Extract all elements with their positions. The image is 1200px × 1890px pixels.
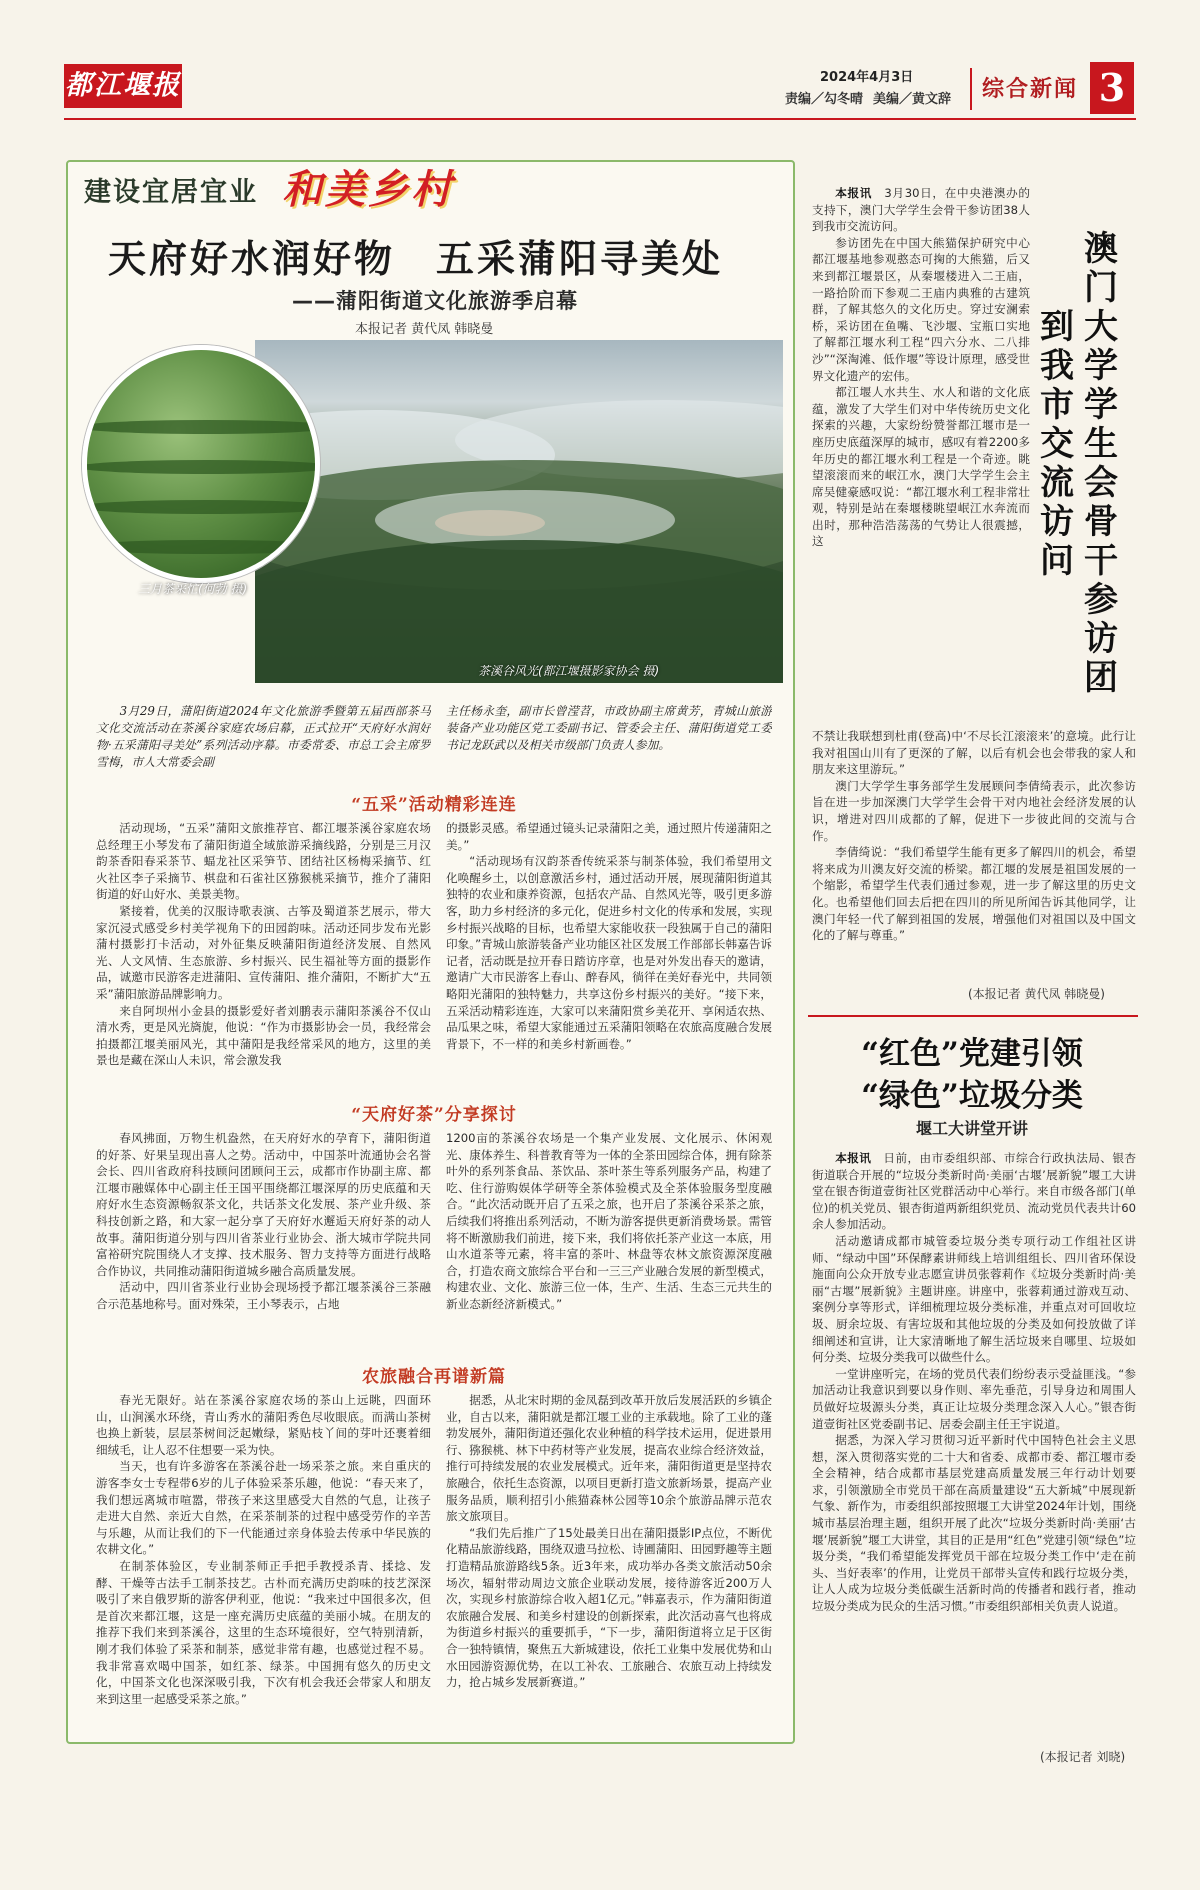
- paragraph: 都江堰人水共生、水人和谐的文化底蕴，激发了大学生们对中华传统历史文化探索的兴趣，大家纷纷赞誉都江堰市是一座历史底蕴深厚的城市，感叹有着2200多年历史的都江堰水利工程是一个奇迹。眺望滚滚而来的岷江水，澳门大学学生会主席吴健豪感叹说：“都江堰水利工程非常壮观，特别是站在秦堰楼眺望岷江水奔流而出时，那种浩浩荡荡的气势让人很震撼，这: [812, 385, 1030, 549]
- macau-col-narrow: [812, 185, 1030, 725]
- page-number: 3: [1090, 62, 1134, 114]
- banner-art-text: 和美乡村: [282, 166, 454, 213]
- paragraph: 活动邀请成都市城管委垃圾分类专项行动工作组社区讲师、“绿动中国”环保酵素讲师线上培训组组长、四川省环保设施面向公众开放专业志愿宣讲员张蓉莉作《垃圾分类新时尚·美丽“古堰”展新貌》主题讲座。讲座中，张蓉莉通过游戏互动、案例分享等形式，详细梳理垃圾分类标准，并重点对可回收垃圾、厨余垃圾、有害垃圾和其他垃圾的分类及如何投放做了详细阐述和宣讲，让大家清晰地了解生活垃圾来自哪里、垃圾如何分类、垃圾分类我可以做些什么。: [812, 1233, 1136, 1365]
- editor-2: 美编／黄文辞: [873, 92, 952, 107]
- photo-round-caption: 三月茶采忙(何勃 摄): [138, 582, 248, 596]
- editors-line: [785, 88, 961, 107]
- paragraph: 在制茶体验区，专业制茶师正手把手教授杀青、揉捻、发酵、干燥等古法手工制茶技艺。古朴而充满历史韵味的技艺深深吸引了来自俄罗斯的游客伊利亚，他说：“我来过中国很多次，但是首次来都江堰，这是一座充满历史底蕴的美丽小城。在朋友的推荐下我们来到茶溪谷，这里的生态环境很好，空气特别清新，刚才我们体验了采茶和制茶，感觉非常有趣，也感觉过程不易。我非常喜欢喝中国茶，如红茶、绿茶。中国拥有悠久的历史文化，中国茶文化也深深吸引我，下次有机会我还会带家人和朋友来到这里一起感受采茶之旅。”: [96, 1558, 431, 1706]
- paragraph: 当天，也有许多游客在茶溪谷赴一场采茶之旅。来自重庆的游客李女士专程带6岁的儿子体验采茶乐趣，他说：“春天来了，我们想远离城市喧嚣，带孩子来这里感受大自然的气息，让孩子走进大自然、亲近大自然，在采茶制茶的过程中感受劳作的辛苦与乐趣，从而让我们的下一代能通过亲身体验去传承中华民族的农耕文化。”: [96, 1459, 431, 1557]
- feature-headline: 天府好水润好物 五采蒲阳寻美处: [108, 236, 724, 281]
- macau-headline-col1: 澳门大学学生会骨干参访团: [1084, 229, 1118, 698]
- paragraph: 1200亩的茶溪谷农场是一个集产业发展、文化展示、休闲观光、康体养生、科普教育等为一体的全茶田园综合体，拥有除茶叶外的系列茶食品、茶饮品、茶叶茶生等系列服务产品，构建了吃、住行游购娱体学研等全茶体验模式及全茶体验服务型度融合。“此次活动既开启了五采之旅，也开启了茶溪谷采茶之旅，后续我们将推出系列活动，不断为游客提供更新消费场景。需管将不断激励我们前进，接下来，我们将依托茶产业这一本底，用山水道茶等元素，将丰富的茶叶、林盘等农林文旅资源深度融合，打造农商文旅综合平台和一三三产业融合发展的新型模式，构建农业、文化、旅游三位一体，生产、生活、生态三元共生的新业态新经济新模式。”: [446, 1131, 772, 1311]
- garbage-headline-line1: “红色”党建引领: [861, 1036, 1083, 1072]
- paragraph: “活动现场有汉韵茶香传统采茶与制茶体验，我们希望用文化唤醒乡土，以创意激活乡村，通过活动开展，展现蒲阳街道其独特的农业和康养资源，包括农产品、自然风光等，吸引更多游客，助力乡村经济的多元化，促进乡村文化的传承和发展，实现乡村振兴战略的目标，也希望大家能收获一段独属于自己的蒲阳印象。”青城山旅游装备产业功能区社区发展工作部部长韩嘉告诉记者，活动既是拉开春日踏访序章，也是对外发出春天的邀请，邀请广大市民游客上春山、醉春风，徜徉在美好春光中，共同领略阳光蒲阳的独特魅力，共享这份乡村振兴的美好。“接下来，五采活动精彩连连，大家可以来蒲阳赏乡美花开、享闲适农热、品瓜果之味，希望大家能通过五采蒲阳领略在农旅高度融合发展背景下，不一样的和美乡村新画卷。”: [446, 854, 772, 1051]
- paragraph-text: 日前，由市委组织部、市综合行政执法局、银杏街道联合开展的“垃圾分类新时尚·美丽‘古堰’展新貌”堰工大讲堂在银杏街道壹街社区党群活动中心举行。来自市级各部门(单位)的机关党员、银杏街道两新组织党员、流动党员代表共计60余人参加活动。: [812, 1151, 1136, 1232]
- sec1-col-left: [96, 820, 431, 1090]
- photo-valley-landscape: [255, 340, 783, 683]
- macau-signature: (本报记者 黄代凤 韩晓曼): [968, 987, 1105, 1001]
- feature-byline: 本报记者 黄代凤 韩晓曼: [355, 322, 494, 337]
- lead-paragraph-b: 主任杨永奎，副市长曾滢苕，市政协副主席黄芳，青城山旅游装备产业功能区党工委副书记、管委会主任、蒲阳街道党工委书记龙跃武以及相关市级部门负责人参加。: [446, 704, 772, 752]
- feature-subhead: ——蒲阳街道文化旅游季启幕: [292, 289, 578, 313]
- garbage-signature: (本报记者 刘晓): [1040, 1750, 1126, 1764]
- paragraph: [812, 185, 1030, 235]
- paragraph: [812, 1150, 1136, 1233]
- paragraph: 据悉，为深入学习贯彻习近平新时代中国特色社会主义思想，深入贯彻落实党的二十大和省委、成都市委、都江堰市委全会精神，结合成都市基层党建高质量发展三年行动计划要求，引领激励全市党员干部在高质量建设“五大新城”中展现新气象、新作为，市委组织部按照堰工大讲堂2024年计划，围绕城市基层治理主题，组织开展了此次“垃圾分类新时尚·美丽‘古堰’展新貌”堰工大讲堂，其目的正是用“红色”党建引领“绿色”垃圾分类，“我们希望能发挥党员干部在垃圾分类工作中‘走在前头、当好表率’的作用，让党员干部带头宣传和践行垃圾分类，让人人成为垃圾分类低碳生活新时尚的传播者和践行者，推动垃圾分类成为民众的生活习惯。”市委组织部相关负责人说道。: [812, 1433, 1136, 1614]
- header-divider: [970, 68, 972, 110]
- garbage-subtitle: 堰工大讲堂开讲: [915, 1119, 1028, 1138]
- paragraph: 参访团先在中国大熊猫保护研究中心都江堰基地参观憨态可掬的大熊猫，后又来到都江堰景区，从秦堰楼进入二王庙，一路拾阶而下参观二王庙内典雅的古建筑群，了解其悠久的文化历史。穿过安澜索桥，采访团在鱼嘴、飞沙堰、宝瓶口实地了解都江堰水利工程“四六分水、二八排沙”“深淘滩、低作堰”等设计原理，感受世界文化遗产的宏伟。: [812, 235, 1030, 383]
- header-rule: [64, 118, 1136, 120]
- sec3-col-right: [446, 1392, 772, 1730]
- garbage-headline-line2: “绿色”垃圾分类: [861, 1078, 1083, 1114]
- dateline: 本报讯: [835, 186, 873, 200]
- issue-date: 2024年4月3日: [820, 70, 914, 85]
- macau-headline-col2: 到我市交流访问: [1040, 307, 1074, 581]
- paragraph: 澳门大学学生事务部学生发展顾问李倩绮表示，此次参访旨在进一步加深澳门大学学生会骨干对内地社会经济发展的认识，增进对四川成都的了解，促进下一步彼此间的交流与合作。: [812, 778, 1136, 843]
- paragraph: 春光无限好。站在茶溪谷家庭农场的茶山上远眺，四面环山，山涧溪水环绕，青山秀水的蒲阳秀色尽收眼底。而满山茶树也换上新装，层层茶树间泛起嫩绿，紧贴枝丫间的芽叶还裹着细细绒毛，让人忍不住想要一采为快。: [96, 1393, 431, 1457]
- sec1-col-right: [446, 820, 772, 1090]
- paragraph: “我们先后推广了15处最美日出在蒲阳摄影IP点位，不断优化精品旅游线路，围绕双遗马拉松、诗圃蒲阳、田园野趣等主题打造精品旅游路线5条。近3年来，成功举办各类文旅活动50余场次，辐射带动周边文旅企业联动发展，接待游客近200万人次，实现乡村旅游综合收入超1亿元。”韩嘉表示，作为蒲阳街道农旅融合发展、和美乡村建设的创新探索，此次活动喜气也将成为街道乡村振兴的重要抓手，“下一步，蒲阳街道将立足于区街合一独特镇情，聚焦五大新城建设，依托工业集中发展优势和山水田园游资源优势，在以工补农、工旅融合、农旅互动上持续发力，抢占城乡发展新赛道。”: [446, 1525, 772, 1690]
- section-title-wucai: “五采”活动精彩连连: [351, 795, 517, 815]
- paragraph: 春风拂面，万物生机盎然，在天府好水的孕育下，蒲阳街道的好茶、好果呈现出喜人之势。活动中，中国茶叶流通协会名誉会长、四川省政府科技顾问团顾问王云，成都市作协副主席、都江堰市融媒体中心副主任王国平围绕都江堰深厚的历史底蕴和天府好水生态资源畅叙茶文化，共话茶文化发展、茶产业升级、茶科技创新之路，和大家一起分享了天府好水邂逅天府好茶的动人故事。蒲阳街道分别与四川省茶业行业协会、浙大城市学院共同富裕研究院围绕人才支撑、技术服务、智力支持等方面进行战略合作协议，共同推动蒲阳街道城乡融合高质量发展。: [96, 1131, 431, 1278]
- paragraph: 据悉，从北宋时期的金凤磊到改革开放后发展活跃的乡镇企业，自古以来，蒲阳就是都江堰工业的主承载地。除了工业的蓬勃发展外，蒲阳街道还强化农业种植的科学技术运用，促进景用行、猕猴桃、林下中药材等产业发展，提高农业综合经济效益，推行可持续发展的农业发展模式。近年来，蒲阳街道更是坚持农旅融合，依托生态资源，以项目更新打造文旅新场景，提高产业服务品质，顺利招引小熊猫森林公园等10余个旅游品牌示范农旅文旅项目。: [446, 1393, 772, 1524]
- editor-1: 责编／勾冬晴: [785, 92, 864, 107]
- paragraph: 活动中，四川省茶业行业协会现场授予都江堰茶溪谷三茶融合示范基地称号。面对殊荣，王小琴表示，占地: [96, 1280, 431, 1311]
- garbage-body: [812, 1150, 1136, 1740]
- section-title-tea: “天府好茶”分享探讨: [351, 1105, 517, 1125]
- section-title-agritourism: 农旅融合再谱新篇: [362, 1367, 506, 1387]
- photo-main-caption: 茶溪谷风光(都江堰摄影家协会 摄): [478, 664, 660, 678]
- photo-tea-picking: [82, 345, 320, 583]
- paragraph-text: 3月30日，在中央港澳办的支持下，澳门大学学生会骨干参访团38人到我市交流访问。: [812, 186, 1030, 234]
- dateline: 本报讯: [835, 1151, 872, 1165]
- macau-col-wide: [812, 728, 1136, 978]
- section-name: 综合新闻: [982, 77, 1079, 102]
- paragraph: 来自阿坝州小金县的摄影爱好者刘鹏表示蒲阳茶溪谷不仅山清水秀，更是风光旖旎，他说：“作为市摄影协会一员，我经常会拍摄都江堰美丽风光，其中蒲阳是我经常采风的地方，这里的美景也是藏在深山人未识，常会激发我: [96, 1003, 431, 1068]
- paragraph: 一堂讲座听完，在场的党员代表们纷纷表示受益匪浅。“参加活动让我意识到要以身作则、率先垂范，引导身边和周围人员做好垃圾源头分类，真正让垃圾分类理念深入人心。”银杏街道壹街社区党委副书记、居委会副主任王宇说道。: [812, 1366, 1136, 1431]
- sec2-col-left: [96, 1130, 431, 1348]
- sec2-col-right: [446, 1130, 772, 1348]
- banner-text: 建设宜居宜业: [84, 177, 258, 208]
- paragraph: 紧接着，优美的汉服诗歌表演、古筝及蜀道茶艺展示，带大家沉浸式感受乡村美学视角下的田园韵味。活动还同步发布光影蒲村摄影打卡活动，对外征集反映蒲阳街道经济发展、自然风光、人文风情、生态旅游、乡村振兴、民生福祉等方面的摄影作品，诚邀市民游客走进蒲阳、宣传蒲阳、推介蒲阳，不断扩大“五采”蒲阳旅游品牌影响力。: [96, 903, 431, 1001]
- sec3-col-left: [96, 1392, 431, 1730]
- paragraph: 李倩绮说：“我们希望学生能有更多了解四川的机会，希望将来成为川澳友好交流的桥梁。都江堰的发展是祖国发展的一个缩影，希望学生代表们通过参观，进一步了解这里的历史文化。也希望他们回去后把在四川的所见所闻告诉其他同学，让澳门年轻一代了解到祖国的发展，增强他们对祖国以及中国文化的了解与尊重。”: [812, 845, 1136, 943]
- paragraph: 不禁让我联想到杜甫(登高)中‘不尽长江滚滚来’的意境。此行让我对祖国山川有了更深的了解，以后有机会也会带我的家人和朋友来这里游玩。”: [812, 729, 1136, 777]
- paragraph: 的摄影灵感。希望通过镜头记录蒲阳之美，通过照片传递蒲阳之美。”: [446, 821, 772, 852]
- article-divider: [808, 1015, 1138, 1017]
- lead-paragraph-a: 3月29日，蒲阳街道2024年文化旅游季暨第五届西部茶马文化交流活动在茶溪谷家庭农场启幕，正式拉开“天府好水润好物·五采蒲阳寻美处”系列活动序幕。市委常委、市总工会主席罗雪梅，市人大常委会副: [96, 704, 431, 769]
- masthead-logo: 都江堰报: [64, 64, 182, 108]
- paragraph: 活动现场，“五采”蒲阳文旅推荐官、都江堰茶溪谷家庭农场总经理王小琴发布了蒲阳街道全域旅游采摘线路，分别是三月汉韵茶香阳春采茶节、蝠龙社区采笋节、团结社区杨梅采摘节、红火社区李子采摘节、棋盘和石雀社区猕猴桃采摘节，推介了蒲阳街道的好山好水、美景美物。: [96, 821, 431, 902]
